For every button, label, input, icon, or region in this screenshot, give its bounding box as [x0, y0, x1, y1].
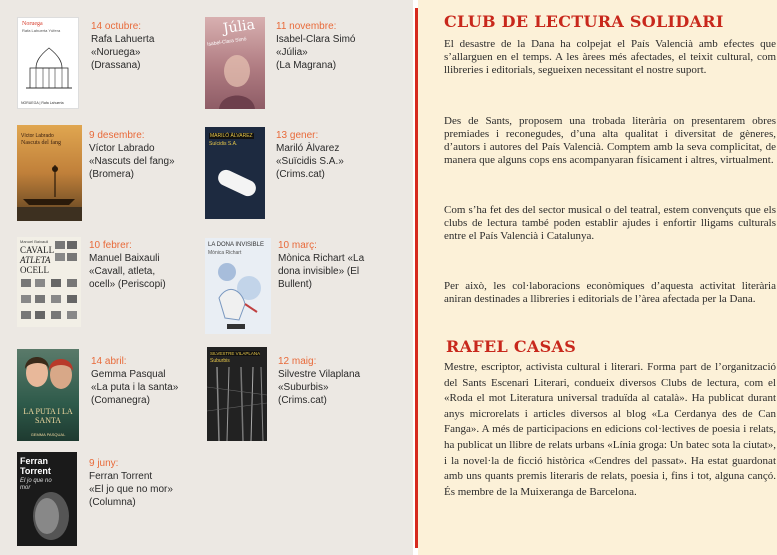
- book-entry-cavall: [89, 239, 201, 291]
- event-date: 12 maig:: [278, 356, 317, 367]
- cover-title-line3: OCELL: [20, 265, 49, 275]
- event-date: 14 octubre:: [91, 21, 142, 32]
- book-author: Gemma Pasqual: [91, 369, 166, 380]
- book-entry-julia: [276, 20, 388, 72]
- club-paragraph-2: Des de Sants, proposem una trobada literària on presentarem obres premiades i reconegudes, d’una alta qualitat i diversitat de gèneres, d’autors i autores del País Valencià. Comptem amb la seva complicitat, de manera que alguns cops ens acompanyaran físicament i altres, virtualment.: [444, 115, 776, 166]
- book-cover-julia: [205, 17, 265, 109]
- book-title: «Cavall, atleta,: [89, 266, 156, 277]
- book-author: Manuel Baixauli: [89, 253, 160, 264]
- club-paragraph-1: El desastre de la Dana ha colpejat el País Valencià amb efectes que s’allarguen en el temps. A les àrees més afectades, el teixit cultural, com llibreries i editorials, segueixen necessitant el nostre suport.: [444, 38, 776, 76]
- book-author: Ferran Torrent: [89, 471, 153, 482]
- book-publisher: (Drassana): [91, 60, 141, 71]
- book-entry-suicidis: [276, 129, 388, 181]
- event-date: 13 gener:: [276, 130, 319, 141]
- book-cover-nascuts: [17, 125, 82, 221]
- cover-author: Manuel Baixauli: [20, 239, 49, 244]
- book-title: dona invisible» (El: [278, 266, 360, 277]
- book-cover-suicidis: [205, 127, 265, 219]
- event-date: 14 abril:: [91, 356, 127, 367]
- boat-illustration: [17, 161, 82, 221]
- event-date: 9 desembre:: [89, 130, 145, 141]
- book-publisher: (Crims.cat): [276, 169, 325, 180]
- event-date: 10 febrer:: [89, 240, 132, 251]
- book-author: Víctor Labrado: [89, 143, 155, 154]
- book-title: «Noruega»: [91, 47, 141, 58]
- book-publisher: (Crims.cat): [278, 395, 327, 406]
- cover-footer: NORUEGA | Rafa Lahuerta: [21, 101, 64, 105]
- book-title: «La puta i la santa»: [91, 382, 179, 393]
- cover-author: SILVESTRE VILAPLANA: [210, 351, 261, 356]
- club-paragraph-3: Com s’ha fet des del sector musical o del teatral, estem convençuts que els clubs de lectura també poden establir ajudes i enfortir lligams culturals entre el País Valencià i Catalunya.: [444, 204, 776, 242]
- rafel-title: RAFEL CASAS: [446, 337, 577, 356]
- book-publisher: (La Magrana): [276, 60, 337, 71]
- portrait-illustration: [205, 49, 265, 109]
- book-title: «Suïcidis S.A.»: [276, 156, 344, 167]
- rafel-paragraph: Mestre, escriptor, activista cultural i literari. Forma part de l’organització del Sants Escenari Literari, condueix diversos Clubs de lectura, com el «Roda el mot Literatura universal traduïda al català». Ha publicat durant anys microrelats i articles diversos al blog «La Cerdanya des de Can Fanga». A més de participacions en edicions col·lectives de poesia i relats, ha publicat un llibre de relats urbans «Línia groga: Un batec sota la ciutat», i la novel·la de ficció històrica «Cendres del passat». Ha estat guardonat amb uns quants premis literaris de relats, poesia i, fins i tot, alguna cançó. És membre de la Muixeranga de Barcelona.: [444, 361, 776, 498]
- book-cover-jo-que-no-mor: [17, 452, 77, 546]
- two-women-illustration: [17, 349, 79, 409]
- cover-author: Mònica Richart: [208, 250, 242, 256]
- figure-illustration: [205, 258, 271, 334]
- cover-title: Suïcidis S.A.: [209, 141, 238, 147]
- event-date: 9 juny:: [89, 458, 119, 469]
- club-paragraph-4: Per això, les col·laboracions econòmiques d’aquesta activitat literària aniran destinades a llibreries i editorials de l’àrea afectada per la Dana.: [444, 280, 776, 305]
- horse-sequence-illustration: [17, 237, 81, 327]
- cover-title-line2: ATLETA: [20, 255, 51, 265]
- book-author: Isabel-Clara Simó: [276, 34, 356, 45]
- book-entry-dona-invisible: [278, 239, 398, 291]
- book-entry-jo-que-no-mor: [89, 457, 209, 509]
- book-publisher: (Bromera): [89, 169, 135, 180]
- cover-title: Noruega: [22, 21, 43, 27]
- book-title: «El jo que no mor»: [89, 484, 173, 495]
- pavilion-illustration: [24, 46, 74, 94]
- book-publisher: (Comanegra): [91, 395, 150, 406]
- book-entry-suburbis: [278, 355, 398, 407]
- cover-title: Júlia: [222, 17, 256, 38]
- cover-author: Rafa Lahuerta Yúfera: [22, 28, 61, 33]
- face-illustration: [17, 486, 77, 546]
- book-author: Silvestre Vilaplana: [278, 369, 361, 380]
- book-entry-nascuts: [89, 129, 201, 181]
- cover-title: Nascuts del fang: [21, 140, 61, 146]
- cover-author: Víctor Labrado: [21, 133, 54, 139]
- cover-title: LA DONA INVISIBLE: [208, 242, 265, 248]
- cover-title: LA PUTA I LA SANTA: [23, 407, 73, 425]
- event-date: 11 novembre:: [276, 21, 337, 32]
- book-cover-dona-invisible: [205, 238, 271, 334]
- book-entry-puta-santa: [91, 355, 211, 407]
- book-title: «Júlia»: [276, 47, 308, 58]
- book-cover-suburbis: [207, 347, 267, 441]
- book-author: Mònica Richart «La: [278, 253, 365, 264]
- book-cover-puta-santa: [17, 349, 79, 441]
- book-publisher: ocell» (Periscopi): [89, 279, 166, 290]
- cover-title: Suburbis: [210, 358, 230, 364]
- book-publisher: Bullent): [278, 279, 312, 290]
- book-author: Rafa Lahuerta: [91, 34, 155, 45]
- cover-title: El jo que no mor: [20, 478, 52, 491]
- trees-illustration: [207, 367, 267, 441]
- cover-title-line1: CAVALL: [20, 245, 55, 255]
- cover-author: Isabel-Clara Simó: [206, 36, 247, 48]
- pill-illustration: [215, 167, 258, 198]
- book-publisher: (Columna): [89, 497, 136, 508]
- club-title: CLUB DE LECTURA SOLIDARI: [444, 12, 724, 31]
- cover-author: MARILÓ ÀLVAREZ: [210, 133, 253, 139]
- book-cover-noruega: [17, 17, 79, 109]
- cover-author: Ferran Torrent: [20, 456, 51, 476]
- cover-author: GEMMA PASQUAL: [30, 432, 66, 437]
- book-cover-cavall: [17, 237, 81, 327]
- event-date: 10 març:: [278, 240, 317, 251]
- book-title: «Suburbis»: [278, 382, 329, 393]
- book-title: «Nascuts del fang»: [89, 156, 175, 167]
- book-entry-noruega: [91, 20, 203, 72]
- book-author: Mariló Àlvarez: [276, 143, 340, 154]
